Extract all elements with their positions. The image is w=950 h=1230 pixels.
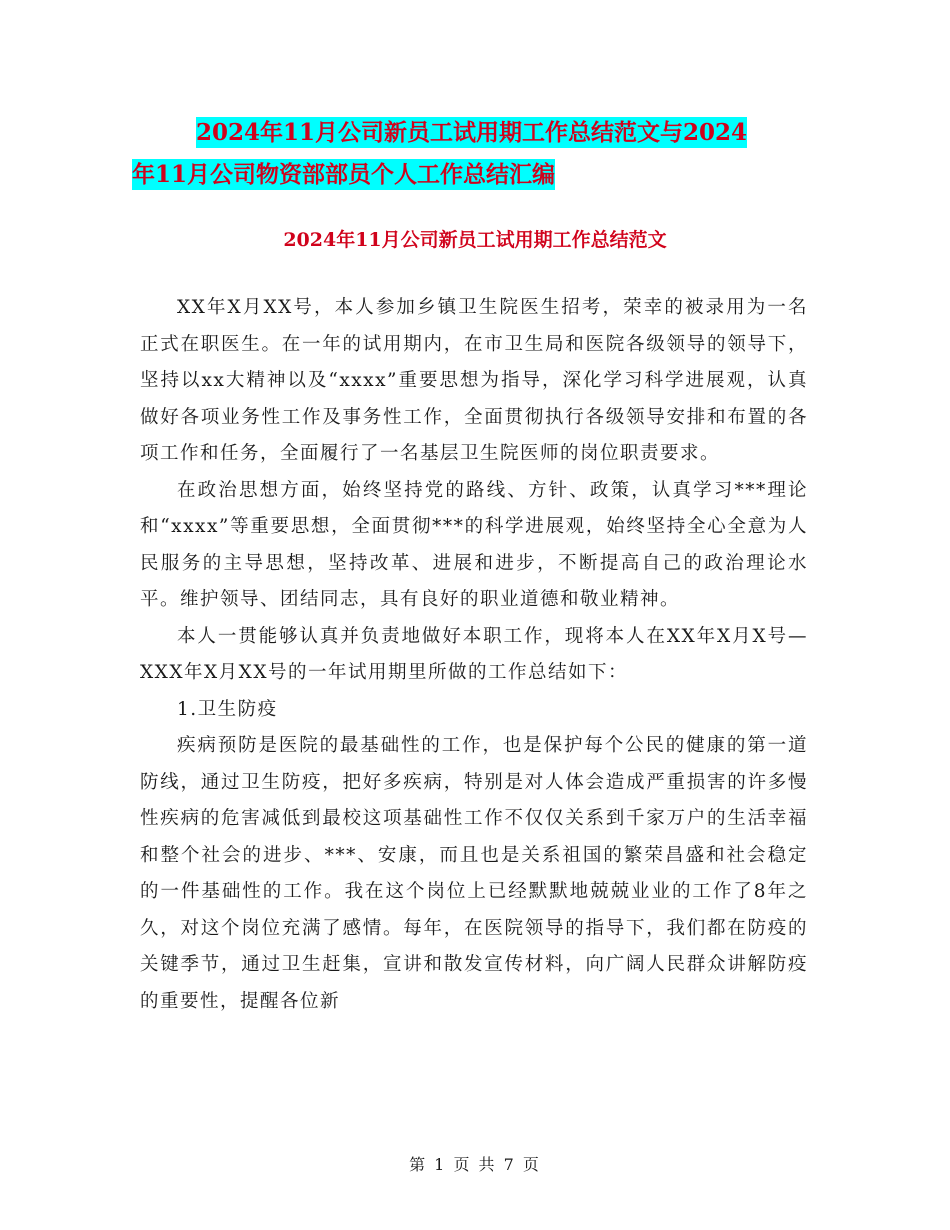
paragraph-4: 疾病预防是医院的最基础性的工作，也是保护每个公民的健康的第一道防线，通过卫生防疫，把好多疾病，特别是对人体会造成严重损害的许多慢性疾病的危害减低到最校这项基础性工作不仅仅关系到千家万户的生活幸福和整个社会的进步、***、安康，而且也是关系祖国的繁荣昌盛和社会稳定的一件基础性的工作。我在这个岗位上已经默默地兢兢业业的工作了8年之久，对这个岗位充满了感情。每年，在医院领导的指导下，我们都在防疫的关键季节，通过卫生赶集，宣讲和散发宣传材料，向广阔人民群众讲解防疫的重要性，提醒各位新	[140, 735, 808, 1012]
section-title: 2024年11月公司新员工试用期工作总结范文	[283, 229, 667, 251]
document-title-line-2: 年11月公司物资部部员个人工作总结汇编	[132, 161, 556, 188]
page-footer: 第 1 页 共 7 页	[409, 1155, 541, 1174]
paragraph-3: 本人一贯能够认真并负责地做好本职工作，现将本人在XX年X月X号—XXX年X月XX号的一年试用期里所做的工作总结如下：	[140, 625, 808, 683]
document-body	[140, 290, 808, 1020]
document-title	[132, 112, 816, 196]
subheading-health-epidemic-prevention: 1.卫生防疫	[177, 698, 278, 720]
document-title-line-1: 2024年11月公司新员工试用期工作总结范文与2024	[196, 119, 748, 146]
paragraph-1: XX年X月XX号，本人参加乡镇卫生院医生招考，荣幸的被录用为一名正式在职医生。在一年的试用期内，在市卫生局和医院各级领导的领导下，坚持以xx大精神以及“xxxx”重要思想为指导，深化学习科学进展观，认真做好各项业务性工作及事务性工作，全面贯彻执行各级领导安排和布置的各项工作和任务，全面履行了一名基层卫生院医师的岗位职责要求。	[140, 297, 808, 464]
paragraph-2: 在政治思想方面，始终坚持党的路线、方针、政策，认真学习***理论和“xxxx”等重要思想，全面贯彻***的科学进展观，始终坚持全心全意为人民服务的主导思想，坚持改革、进展和进步，不断提高自己的政治理论水平。维护领导、团结同志，具有良好的职业道德和敬业精神。	[140, 479, 808, 610]
